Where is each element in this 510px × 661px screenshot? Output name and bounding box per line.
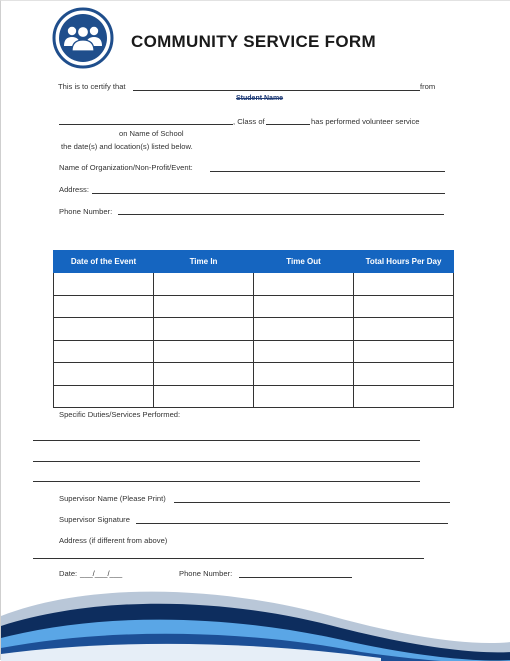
table-cell[interactable] [54,295,154,318]
table-cell[interactable] [254,363,354,386]
events-table [53,250,454,408]
footer-phone-label: Phone Number: [179,569,233,578]
performed-label: has performed volunteer service [311,117,420,126]
duties-line[interactable] [33,461,420,462]
duties-line[interactable] [33,481,420,482]
supervisor-name-field[interactable] [174,502,450,503]
table-cell[interactable] [54,273,154,296]
table-row [54,385,454,408]
table-cell[interactable] [354,385,454,408]
supervisor-address-field[interactable] [33,558,424,559]
table-cell[interactable] [254,340,354,363]
table-cell[interactable] [154,363,254,386]
table-cell[interactable] [354,318,454,341]
table-cell[interactable] [254,385,354,408]
column-header-date: Date of the Event [54,251,154,273]
decorative-wave [1,576,510,661]
table-cell[interactable] [54,318,154,341]
duties-label: Specific Duties/Services Performed: [59,410,181,419]
school-line[interactable] [59,124,233,125]
organization-field[interactable] [210,171,445,172]
table-cell[interactable] [54,340,154,363]
table-cell[interactable] [154,340,254,363]
table-cell[interactable] [54,385,154,408]
table-cell[interactable] [254,318,354,341]
table-row [54,340,454,363]
phone-label: Phone Number: [59,207,113,216]
table-cell[interactable] [154,385,254,408]
supervisor-name-label: Supervisor Name (Please Print) [59,494,166,503]
student-name-caption: Student Name [236,95,284,102]
date-field[interactable]: ___/___/___ [80,569,123,578]
table-cell[interactable] [154,318,254,341]
organization-label: Name of Organization/Non-Profit/Event: [59,163,193,172]
column-header-time-in: Time In [154,251,254,273]
table-cell[interactable] [154,273,254,296]
table-cell[interactable] [154,295,254,318]
phone-field[interactable] [118,214,444,215]
form-title: COMMUNITY SERVICE FORM [131,32,376,51]
duties-line[interactable] [33,440,420,441]
from-label: from [420,82,436,91]
dates-caption: the date(s) and location(s) listed below. [61,142,193,151]
supervisor-address-label: Address (if different from above) [59,536,168,545]
date-label: Date: [59,569,78,578]
table-row [54,318,454,341]
table-cell[interactable] [354,363,454,386]
class-of-label: , Class of [233,117,265,126]
student-name-line[interactable] [133,90,420,91]
table-header-row [54,251,454,273]
supervisor-signature-label: Supervisor Signature [59,515,130,524]
column-header-time-out: Time Out [254,251,354,273]
supervisor-signature-field[interactable] [136,523,448,524]
certify-label: This is to certify that [58,82,126,91]
address-field[interactable] [92,193,445,194]
address-label: Address: [59,185,89,194]
column-header-total-hours: Total Hours Per Day [354,251,454,273]
table-cell[interactable] [354,273,454,296]
table-cell[interactable] [254,273,354,296]
table-cell[interactable] [54,363,154,386]
table-cell[interactable] [354,340,454,363]
table-cell[interactable] [254,295,354,318]
school-caption: on Name of School [119,129,184,138]
table-cell[interactable] [354,295,454,318]
table-row [54,363,454,386]
table-row [54,295,454,318]
people-group-icon [52,7,114,69]
class-year-line[interactable] [266,124,310,125]
table-row [54,273,454,296]
